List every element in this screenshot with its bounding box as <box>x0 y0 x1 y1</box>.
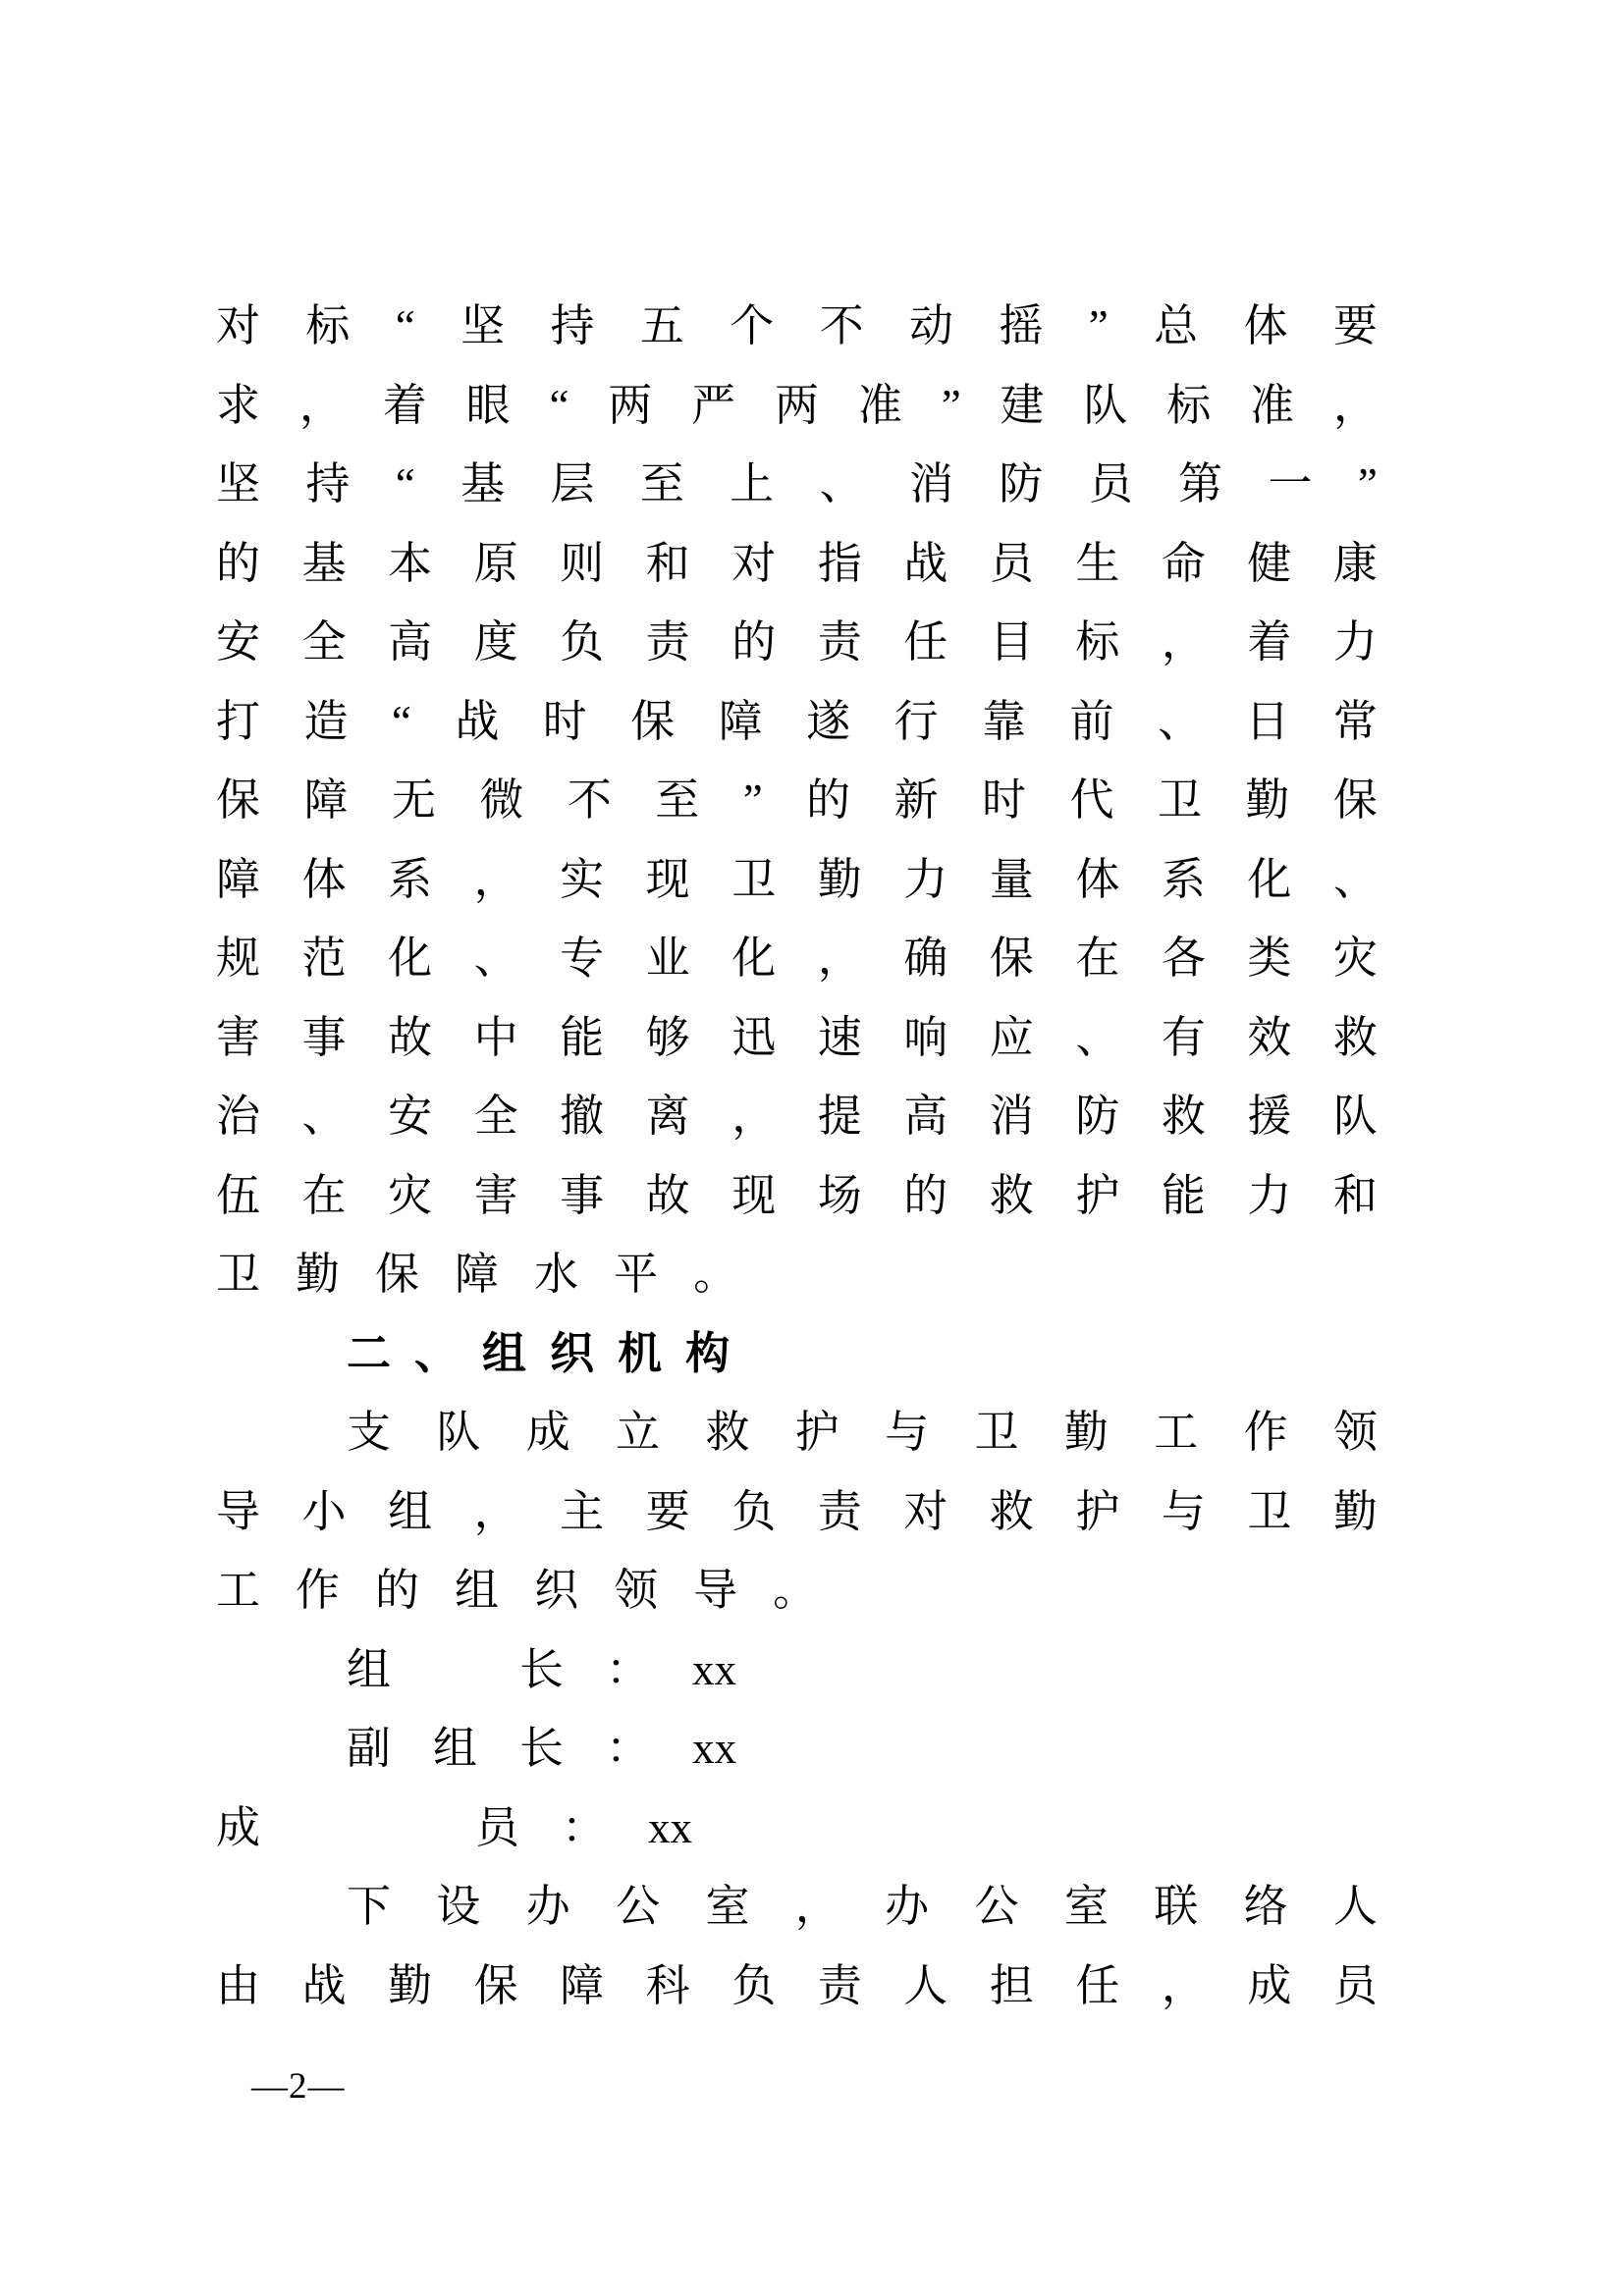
glyph: 高 <box>903 1092 948 1141</box>
glyph: 勤 <box>388 1960 433 2010</box>
glyph: 责 <box>645 617 690 667</box>
glyph: 无 <box>391 775 436 825</box>
glyph: 办 <box>885 1882 930 1931</box>
glyph: 保 <box>375 1250 420 1299</box>
glyph: 新 <box>893 775 939 825</box>
text-line <box>216 682 1378 762</box>
glyph: 构 <box>685 1327 731 1378</box>
glyph: 层 <box>550 459 595 508</box>
glyph: 勤 <box>1245 775 1290 825</box>
glyph: 领 <box>614 1566 659 1615</box>
glyph: 、 <box>473 934 518 983</box>
glyph: ， <box>1161 617 1206 667</box>
glyph: 迅 <box>731 1012 777 1062</box>
glyph: 防 <box>999 459 1044 508</box>
glyph: 的 <box>806 775 851 825</box>
glyph: 障 <box>303 775 349 825</box>
glyph: 体 <box>1243 301 1288 350</box>
glyph: 则 <box>560 538 605 588</box>
glyph: 立 <box>616 1408 661 1457</box>
glyph: 对 <box>903 1486 948 1536</box>
glyph: 负 <box>731 1486 777 1536</box>
glyph: xx <box>692 1644 737 1694</box>
glyph: 化 <box>1247 854 1292 904</box>
glyph: 命 <box>1161 538 1206 588</box>
glyph: 两 <box>774 380 819 430</box>
glyph: 责 <box>817 1486 862 1536</box>
glyph: ： <box>562 1802 607 1852</box>
glyph: 各 <box>1161 934 1206 983</box>
glyph: 化 <box>731 934 777 983</box>
glyph: 够 <box>645 1012 690 1062</box>
glyph: xx <box>692 1724 737 1773</box>
glyph: 总 <box>1154 301 1199 350</box>
glyph: 救 <box>989 1486 1034 1536</box>
glyph: ， <box>794 1882 839 1931</box>
glyph: 保 <box>1332 775 1378 825</box>
glyph: 准 <box>857 380 902 430</box>
glyph: 战 <box>455 696 500 746</box>
glyph: 救 <box>989 1170 1034 1220</box>
glyph: 保 <box>989 934 1034 983</box>
text-line <box>216 1709 1378 1789</box>
glyph: 要 <box>1332 301 1378 350</box>
glyph: 全 <box>473 1092 518 1141</box>
glyph: ， <box>473 1486 518 1536</box>
glyph: 队 <box>436 1408 481 1457</box>
glyph: 与 <box>1161 1486 1206 1536</box>
glyph: 成 <box>216 1802 261 1852</box>
glyph: 任 <box>903 617 948 667</box>
glyph: 救 <box>705 1408 750 1457</box>
text-line <box>216 919 1378 998</box>
glyph: 成 <box>1247 1960 1292 2010</box>
glyph: 化 <box>388 934 433 983</box>
glyph: 持 <box>305 459 351 508</box>
glyph: ， <box>731 1092 777 1141</box>
glyph: 员 <box>475 1802 520 1852</box>
text-line <box>216 998 1378 1078</box>
glyph: 应 <box>989 1012 1034 1062</box>
glyph: 公 <box>616 1882 661 1931</box>
glyph: 摇 <box>999 301 1044 350</box>
glyph: 度 <box>473 617 518 667</box>
glyph: 长 <box>519 1644 565 1694</box>
glyph: 护 <box>1075 1170 1120 1220</box>
glyph: 撤 <box>560 1092 605 1141</box>
glyph: 规 <box>216 934 261 983</box>
glyph: 建 <box>1000 380 1045 430</box>
text-line <box>216 1630 1378 1710</box>
text-line <box>216 524 1378 604</box>
text-line <box>216 761 1378 840</box>
glyph: 组 <box>433 1724 478 1773</box>
glyph: 联 <box>1154 1882 1199 1931</box>
glyph: 员 <box>989 538 1034 588</box>
glyph: 一 <box>1268 459 1313 508</box>
glyph: 责 <box>817 1960 862 2010</box>
glyph: 、 <box>414 1327 460 1378</box>
text-line <box>216 1393 1378 1472</box>
glyph: 主 <box>560 1486 605 1536</box>
page-number: —2— <box>251 2066 346 2107</box>
glyph: 基 <box>301 538 347 588</box>
glyph: 对 <box>731 538 777 588</box>
glyph: 护 <box>794 1408 839 1457</box>
glyph: 动 <box>908 301 953 350</box>
text-line <box>216 1472 1378 1552</box>
glyph: 至 <box>639 459 684 508</box>
glyph: 和 <box>645 538 690 588</box>
text-line <box>216 287 1378 366</box>
glyph: 援 <box>1247 1092 1292 1141</box>
glyph: 科 <box>645 1960 690 2010</box>
glyph: 灾 <box>1332 934 1378 983</box>
glyph: 战 <box>301 1960 347 2010</box>
glyph: 卫 <box>731 854 777 904</box>
glyph: 力 <box>903 854 948 904</box>
glyph: 标 <box>305 301 351 350</box>
glyph: 类 <box>1247 934 1292 983</box>
glyph: 组 <box>482 1327 527 1378</box>
glyph: 不 <box>567 775 612 825</box>
glyph: 卫 <box>1157 775 1202 825</box>
glyph: 勤 <box>1063 1408 1109 1457</box>
glyph: 在 <box>301 1170 347 1220</box>
glyph: 要 <box>645 1486 690 1536</box>
glyph: 副 <box>347 1724 392 1773</box>
text-line <box>216 840 1378 920</box>
glyph: 着 <box>1247 617 1292 667</box>
glyph: 人 <box>903 1960 948 2010</box>
glyph: 。 <box>693 1250 738 1299</box>
glyph: 体 <box>301 854 347 904</box>
glyph: 事 <box>560 1170 605 1220</box>
glyph: 五 <box>639 301 684 350</box>
glyph: 的 <box>731 617 777 667</box>
glyph: 护 <box>1075 1486 1120 1536</box>
glyph: 担 <box>989 1960 1034 2010</box>
glyph: ” <box>742 775 763 825</box>
glyph: 能 <box>560 1012 605 1062</box>
glyph: 常 <box>1332 696 1378 746</box>
glyph: 严 <box>691 380 736 430</box>
glyph: 卫 <box>216 1250 261 1299</box>
text-line <box>216 1867 1378 1947</box>
glyph: 力 <box>1247 1170 1292 1220</box>
glyph: 范 <box>301 934 347 983</box>
glyph: 导 <box>693 1566 738 1615</box>
glyph: 故 <box>645 1170 690 1220</box>
glyph: 、 <box>301 1092 347 1141</box>
glyph: 着 <box>382 380 427 430</box>
glyph: 作 <box>296 1566 341 1615</box>
glyph: 消 <box>989 1092 1034 1141</box>
glyph: 原 <box>473 538 518 588</box>
glyph: 量 <box>989 854 1034 904</box>
glyph: 求 <box>216 380 261 430</box>
glyph: 勤 <box>817 854 862 904</box>
glyph: 、 <box>1157 696 1202 746</box>
glyph: 健 <box>1247 538 1292 588</box>
glyph: 中 <box>473 1012 518 1062</box>
glyph: 响 <box>903 1012 948 1062</box>
glyph: 、 <box>1332 854 1378 904</box>
glyph: 靠 <box>982 696 1027 746</box>
glyph: 负 <box>560 617 605 667</box>
fullwidth-space <box>433 1630 477 1710</box>
glyph: 对 <box>216 301 261 350</box>
glyph: 卫 <box>974 1408 1019 1457</box>
glyph: 保 <box>473 1960 518 2010</box>
glyph: 与 <box>885 1408 930 1457</box>
glyph: 实 <box>560 854 605 904</box>
document-body <box>216 287 1378 2025</box>
glyph: 不 <box>819 301 864 350</box>
glyph: ， <box>298 380 344 430</box>
glyph: 、 <box>819 459 864 508</box>
glyph: ” <box>941 380 961 430</box>
glyph: “ <box>549 380 569 430</box>
glyph: 两 <box>608 380 653 430</box>
glyph: 小 <box>301 1486 347 1536</box>
glyph: 公 <box>974 1882 1019 1931</box>
glyph: 现 <box>645 854 690 904</box>
glyph: 勤 <box>1332 1486 1378 1536</box>
glyph: 织 <box>550 1327 595 1378</box>
text-line <box>216 1077 1378 1156</box>
glyph: 准 <box>1250 380 1295 430</box>
glyph: 灾 <box>388 1170 433 1220</box>
glyph: 办 <box>525 1882 570 1931</box>
glyph: 确 <box>903 934 948 983</box>
glyph: 责 <box>817 617 862 667</box>
glyph: 有 <box>1161 1012 1206 1062</box>
text-line <box>216 603 1378 682</box>
glyph: 障 <box>718 696 763 746</box>
glyph: 络 <box>1243 1882 1288 1931</box>
glyph: 障 <box>560 1960 605 2010</box>
glyph: “ <box>395 301 415 350</box>
glyph: “ <box>395 459 415 508</box>
glyph: 日 <box>1245 696 1290 746</box>
glyph: 高 <box>388 617 433 667</box>
glyph: 的 <box>375 1566 420 1615</box>
glyph: 上 <box>730 459 775 508</box>
glyph: 造 <box>303 696 349 746</box>
glyph: 障 <box>216 854 261 904</box>
glyph: ， <box>473 854 518 904</box>
glyph: 工 <box>216 1566 261 1615</box>
glyph: 员 <box>1088 459 1133 508</box>
glyph: 业 <box>645 934 690 983</box>
glyph: 水 <box>534 1250 579 1299</box>
glyph: 现 <box>731 1170 777 1220</box>
glyph: 保 <box>216 775 261 825</box>
glyph: 的 <box>903 1170 948 1220</box>
glyph: 长 <box>519 1724 565 1773</box>
glyph: 眼 <box>465 380 511 430</box>
glyph: 机 <box>618 1327 663 1378</box>
glyph: 和 <box>1332 1170 1378 1220</box>
glyph: 。 <box>773 1566 818 1615</box>
glyph: 遂 <box>806 696 851 746</box>
text-line <box>216 1314 1378 1394</box>
glyph: 任 <box>1075 1960 1120 2010</box>
glyph: 队 <box>1332 1092 1378 1141</box>
glyph: 打 <box>216 696 261 746</box>
glyph: 第 <box>1178 459 1223 508</box>
glyph: 效 <box>1247 1012 1292 1062</box>
glyph: 勤 <box>296 1250 341 1299</box>
glyph: 员 <box>1332 1960 1378 2010</box>
glyph: 标 <box>1075 617 1120 667</box>
glyph: 前 <box>1069 696 1114 746</box>
fullwidth-space <box>302 1789 347 1868</box>
text-line <box>216 1947 1378 2026</box>
glyph: 本 <box>388 538 433 588</box>
glyph: 平 <box>614 1250 659 1299</box>
glyph: 负 <box>731 1960 777 2010</box>
glyph: 专 <box>560 934 605 983</box>
glyph: 治 <box>216 1092 261 1141</box>
glyph: 领 <box>1332 1408 1378 1457</box>
glyph: 工 <box>1154 1408 1199 1457</box>
glyph: 能 <box>1161 1170 1206 1220</box>
glyph: 故 <box>388 1012 433 1062</box>
text-line <box>216 366 1378 446</box>
glyph: ， <box>817 934 862 983</box>
glyph: 伍 <box>216 1170 261 1220</box>
glyph: 救 <box>1161 1092 1206 1141</box>
glyph: 害 <box>216 1012 261 1062</box>
glyph: 卫 <box>1247 1486 1292 1536</box>
glyph: 导 <box>216 1486 261 1536</box>
glyph: ” <box>1357 459 1378 508</box>
glyph: 战 <box>903 538 948 588</box>
glyph: 害 <box>473 1170 518 1220</box>
glyph: 坚 <box>460 301 506 350</box>
glyph: 障 <box>455 1250 500 1299</box>
glyph: 组 <box>455 1566 500 1615</box>
glyph: 在 <box>1075 934 1120 983</box>
glyph: 作 <box>1243 1408 1288 1457</box>
text-line <box>216 445 1378 524</box>
glyph: 二 <box>347 1327 392 1378</box>
glyph: 场 <box>817 1170 862 1220</box>
text-line <box>216 1789 1378 1868</box>
glyph: “ <box>391 696 411 746</box>
text-line <box>216 1156 1378 1236</box>
glyph: 体 <box>1075 854 1120 904</box>
glyph: 离 <box>645 1092 690 1141</box>
glyph: 时 <box>982 775 1027 825</box>
glyph: 基 <box>460 459 506 508</box>
fullwidth-space <box>389 1789 433 1868</box>
glyph: 安 <box>388 1092 433 1141</box>
glyph: 标 <box>1166 380 1212 430</box>
glyph: 时 <box>542 696 587 746</box>
glyph: ， <box>1332 380 1378 430</box>
glyph: 坚 <box>216 459 261 508</box>
text-line <box>216 1551 1378 1630</box>
glyph: 指 <box>817 538 862 588</box>
glyph: 至 <box>655 775 700 825</box>
glyph: ： <box>606 1644 651 1694</box>
glyph: 提 <box>817 1092 862 1141</box>
glyph: 事 <box>301 1012 347 1062</box>
glyph: 设 <box>436 1882 481 1931</box>
glyph: 速 <box>817 1012 862 1062</box>
glyph: 康 <box>1332 538 1378 588</box>
glyph: 行 <box>893 696 939 746</box>
glyph: ： <box>606 1724 651 1773</box>
glyph: 织 <box>534 1566 579 1615</box>
glyph: 防 <box>1075 1092 1120 1141</box>
glyph: 由 <box>216 1960 261 2010</box>
glyph: 室 <box>1063 1882 1109 1931</box>
glyph: 生 <box>1075 538 1120 588</box>
glyph: 系 <box>1161 854 1206 904</box>
glyph: 队 <box>1083 380 1128 430</box>
glyph: 力 <box>1332 617 1378 667</box>
glyph: 组 <box>347 1644 392 1694</box>
glyph: 全 <box>301 617 347 667</box>
text-line <box>216 1235 1378 1314</box>
glyph: 人 <box>1332 1882 1378 1931</box>
glyph: 的 <box>216 538 261 588</box>
glyph: ， <box>1161 1960 1206 2010</box>
glyph: 下 <box>347 1882 392 1931</box>
glyph: 消 <box>908 459 953 508</box>
glyph: ” <box>1088 301 1109 350</box>
glyph: 室 <box>705 1882 750 1931</box>
glyph: 目 <box>989 617 1034 667</box>
glyph: 支 <box>347 1408 392 1457</box>
glyph: 系 <box>388 854 433 904</box>
glyph: 微 <box>479 775 524 825</box>
glyph: 个 <box>730 301 775 350</box>
glyph: xx <box>648 1802 693 1852</box>
glyph: 救 <box>1332 1012 1378 1062</box>
glyph: 成 <box>525 1408 570 1457</box>
glyph: 、 <box>1075 1012 1120 1062</box>
glyph: 保 <box>630 696 676 746</box>
glyph: 代 <box>1069 775 1114 825</box>
glyph: 持 <box>550 301 595 350</box>
glyph: 安 <box>216 617 261 667</box>
glyph: 组 <box>388 1486 433 1536</box>
